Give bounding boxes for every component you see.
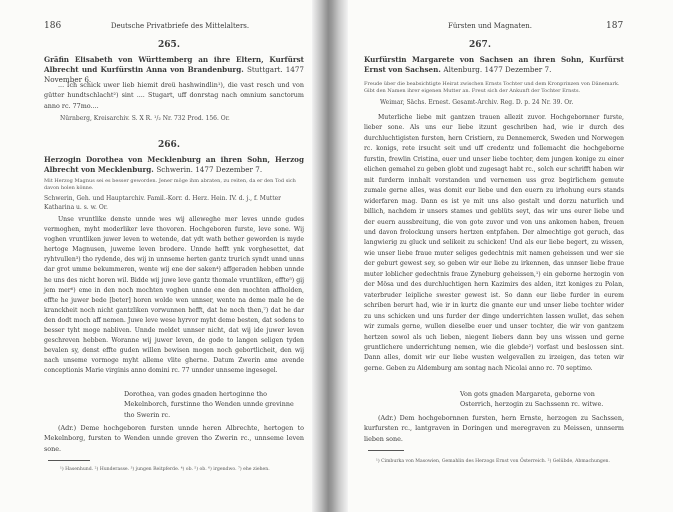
letter-number: 266.: [158, 140, 180, 150]
page-number: 186: [44, 21, 62, 31]
signature: Dorothea, van godes gnaden hertoginne tho Mekelnborch, furstinne tho Wenden unnde grevinne tho Swerin rc.: [124, 390, 294, 419]
letter-number: 265.: [158, 40, 180, 50]
letter-title-text: Gräfin Elisabeth von Württemberg an ihre Eltern, Kurfürst Albrecht und Kurfürstin Anna von Brandenburg.: [44, 55, 304, 74]
left-page: [0, 0, 318, 512]
running-title: Deutsche Privatbriefe des Mittelalters.: [110, 22, 250, 30]
letter-text: ... Ich schick uwer lieb hiemit dreü hashwindlin¹), die vast resch und von gütter hundtschlacht²) sint .... Stugart, uff donrstag nach omnium sanctorum anno rc. 77mo....: [44, 81, 304, 110]
source-citation: Weimar, Sächs. Ernest. Gesamt-Archiv. Reg. D. p. 24 Nr. 39. Or.: [380, 99, 574, 106]
letter-text: Unse vruntlike denste unnde wes wij alleweghe mer leves unnde gudes vermoghen, myht moderliker leve thovoren. Hochgeboren furste, leve sone. Wij voghen vruntliken juwer leven to wetende, dat ydt wath bether geworden is myde hertoge Magnusen, juweme leven brodere. Unnde hefft ynk vorghesettet, dat ryhtvullen³) tho rydende, des wij in unnseme herten gantz trurich syndt unnd unns dar grot umme bekummeren, wente wij ene der saken⁴) affgeraden hebben unnde he uns des nicht horen wil. Bidde wij juwe leve gantz thomale vruntliken, effte⁵) gij jem mer⁶) eme in den noch mochten voghen unnde ene den mochten affholden, effte he juwer bede [beter] horen wolde wen unnser, wente na deme male he de kranckheit noch nicht gantzliken vorwunnen hefft, dat he noch then,⁷) dat he dar den dodt moch aff nemen. Juwe leve wese hyrvor myht deme besten, dat sodens to besser tyht moge nabliven. Unnde meldet unnser nicht, dat wij ide juwer leven geschreven hebben. Woranne wij juwer leven, de gode to langen seligen tyden bevalen sy, denst effte guden willen bewisen mogen noch gebortlicheit, den wij nach unseme vormoge myht alleme vlite gherne. Datum Zwerin ame avende conceptionis Marie virginis anno domini rc. 77 unnder unnseme ingesegel.: [44, 216, 304, 375]
footnote-rule: [48, 460, 90, 461]
place-date: Stuttgart. 1477 November 6.: [44, 65, 304, 84]
source-citation: Schwerin, Geh. und Hauptarchiv. Famil.-Korr. d. Herz. Hein. IV. d. j., f. Mutter Katharina u. s. w. Or.: [44, 195, 282, 211]
footnotes: ¹) Cimburka von Masowien, Gemahlin des Herzogs Ernst von Österreich. ²) Gelübde, Abmachungen.: [376, 459, 610, 464]
running-title: Fürsten und Magnaten.: [448, 22, 532, 30]
right-page: [340, 0, 673, 512]
letter-title-text: Herzogin Dorothea von Mecklenburg an ihren Sohn, Herzog Albrecht von Mecklenburg.: [44, 155, 304, 174]
footnote-rule: [368, 450, 404, 451]
footnotes: ¹) Hasenhund. ²) Hunderasse. ³) jungen Reitpferde. ⁴) ob. ⁵) ob. ⁶) irgendwo. ⁷) ehe ziehen.: [60, 467, 270, 472]
letter-address: (Adr.) Dem hochgebornnen fursten, hern Ernste, herzogen zu Sachssen, kurfursten rc., lantgraven in Doringen und meregraven zu Meissen, unnserm lieben sone.: [364, 414, 624, 443]
letter-text: Muterliche liebe mit gantzen trauen allezit zuvor. Hochgebornner furste, lieber sone. Als uns eur liebe itzunt geschriben had, wie ir durch des durchluchtigisten fursten, hern Cristiern, zu Dennemerck, Sweden und Norwegen rc. konigs, rete irsucht seit und uff credentz und follemacht die hochgeborne furstin, frewlin Cristina, euer und unser liebe tochter, dem jungen konige zu einer elichen gemahel zu geben globt und zugesagt habt rc., solch eur schrifft haben wir mit furderm innhalt vorstanden und vernemen uss groz begirlichem gemute zumale gerne alles, was domit eur liebe und den euern zu irhohung eurs stands widerfaren mag. Dann es ist ye mit uns also gestalt und dorzu naturlich und billich, nachdem ir unsers stames und geblüts seyt, das wir uns eurer liebe und der euern aussbreitung, die von gote zuvor und von uns ankomen haben, freuen und davon frolockung unsers hertzen entpfahen. Der almechtige got geruch, das langwierig zu gluck und selikeit zu schicken! Und als eur liebe begert, zu wissen, wie unser liebe fraue muter seliges gedechtnis mit namen geheissen und wer sie der geburt gewest sey, so geben wir eur liebe zu irkennen, das unnser liebe fraue muter loblicher gedechtnis fraue Zyneburg geheissen,¹) ein geborne herzogin von der Mösa und des durchluchtigen hern Kazimirs des alden, itzt koniges zu Polan, vaterbruder leipliche swester gewest ist. So dann eur liebe furder in eurem schriben berurt had, wie ir in kurtz die gnante eur und unser liebe tochter wider zu uns schicken und uns furder der dinge underrichten lassen wullet, das sehen wir zumals gerne, wullen dieselbe euer und unser tochter, die wir von gantzem hertzen sowol als uch lieben, niegent liebers dann bey uns wissen und gerne gruntlichere underrichtung nemen, wie die glebde²) vorfast und beslossen sint. Dann alles, domit wir eur liebe wusten welgevallen zu irzeigen, das teten wir gerne. Geben zu Aldemburg am sontag nach Nicolai anno rc. 70 septimo.: [364, 114, 624, 372]
letter-title: [44, 155, 304, 175]
place-date: Altenburg. 1477 Dezember 7.: [443, 65, 552, 74]
source-citation: Nürnberg, Kreisarchiv. S. X R. ¹/₂ Nr. 732 Prod. 156. Or.: [60, 115, 230, 122]
signature: Von gots gnaden Margareta, geborne von Osterrich, herzogin zu Sachssenn rc. witwe.: [460, 390, 604, 409]
letter-number: 267.: [469, 40, 491, 50]
page-number: 187: [606, 21, 624, 31]
letter-summary: Mit Herzog Magnus sei es besser geworden. Jener möge ihm abraten, zu reiten, da er den Tod sich davon holen könne.: [44, 178, 296, 191]
letter-summary: Freude über die beabsichtigte Heirat zwischen Ernsts Tochter und dem Kronprinzen von Dänemark. Gibt den Namen ihrer eigenen Mutter an. Freut sich der Ankunft der Tochter Ernsts.: [364, 81, 620, 94]
letter-address: (Adr.) Deme hochgeboren fursten unnde heren Albrechte, hertogen to Mekelnborg, fursten to Wenden unnde greven tho Zwerin rc., unnseme leven sone.: [44, 424, 304, 453]
letter-title-text: Kurfürstin Margarete von Sachsen an ihren Sohn, Kurfürst Ernst von Sachsen.: [364, 55, 624, 74]
place-date: Schwerin. 1477 Dezember 7.: [156, 165, 263, 174]
letter-title: [364, 55, 624, 75]
